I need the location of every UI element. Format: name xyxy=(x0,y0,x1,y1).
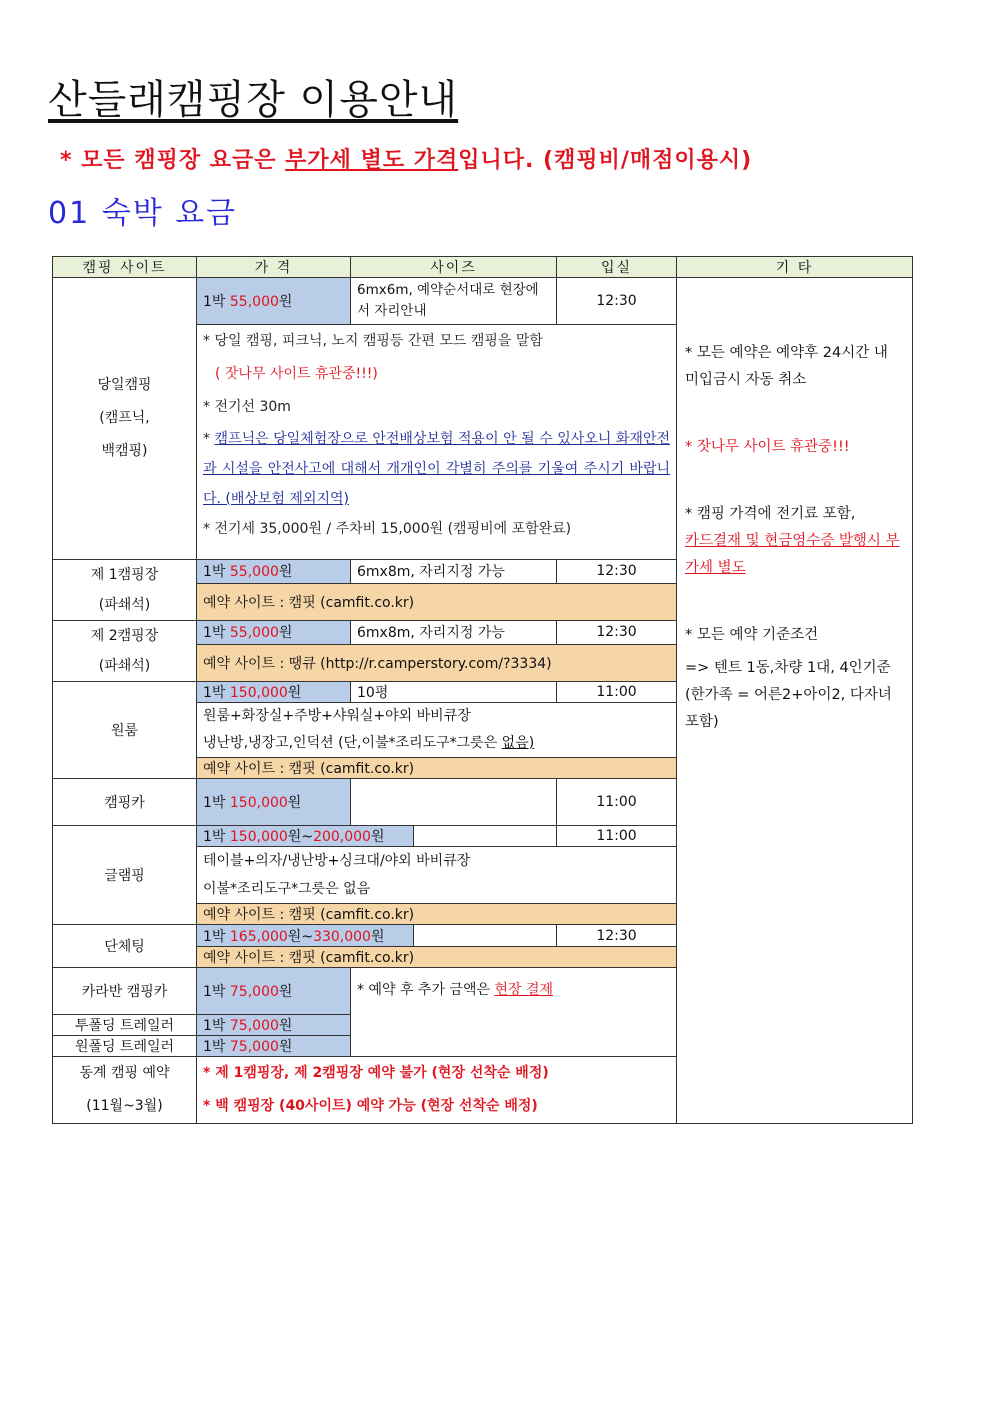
site2-reserve: 예약 사이트 : 땡큐 (http://r.camperstory.com/?3334) xyxy=(197,644,677,681)
site2-name-1: 제 2캠핑장 xyxy=(90,628,159,644)
price-amount: 75,000 xyxy=(229,1018,279,1034)
price-prefix: 1박 xyxy=(203,795,230,811)
site1-reserve: 예약 사이트 : 캠핏 (camfit.co.kr) xyxy=(197,583,677,620)
campingcar-checkin: 11:00 xyxy=(557,779,677,826)
day-note-4-prefix: * xyxy=(203,431,215,447)
etc-note-vat-prefix: * 캠핑 가격에 전기료 포함, xyxy=(685,506,856,522)
price-suffix: 원 xyxy=(278,1039,293,1055)
site2-size: 6mx8m, 자리지정 가능 xyxy=(351,621,557,645)
etc-note-cancel: * 모든 예약은 예약후 24시간 내 미입금시 자동 취소 xyxy=(685,345,888,388)
vat-notice-prefix: * 모든 캠핑장 요금은 xyxy=(60,148,286,173)
price-suffix: 원 xyxy=(287,685,302,701)
day-note-2: ( 잣나무 사이트 휴관중!!!) xyxy=(215,366,378,382)
group-empty xyxy=(414,925,557,946)
oneroom-desc-1: 원룸+화장실+주방+샤워실+야외 바비큐장 xyxy=(203,708,471,724)
price-amount: 55,000 xyxy=(229,294,279,310)
onefolding-price xyxy=(197,1036,351,1057)
price-amount: 150,000 xyxy=(229,685,288,701)
group-name: 단체팅 xyxy=(53,925,197,968)
section-title: 01 숙박 요금 xyxy=(48,196,238,231)
caravan-note-underlined: 현장 결제 xyxy=(494,982,553,998)
caravan-name: 카라반 캠핑카 xyxy=(53,968,197,1015)
site1-name-1: 제 1캠핑장 xyxy=(90,567,159,583)
price-suffix: 원 xyxy=(370,928,385,945)
day-camping-price xyxy=(197,278,351,325)
oneroom-desc-2 xyxy=(203,730,670,757)
price-amount-min: 150,000 xyxy=(229,829,288,845)
price-amount-max: 330,000 xyxy=(313,928,371,945)
price-suffix: 원 xyxy=(278,1018,293,1034)
price-amount: 55,000 xyxy=(229,625,279,642)
table-header-row xyxy=(53,257,913,278)
oneroom-name: 원룸 xyxy=(53,682,197,779)
site2-price xyxy=(197,621,351,645)
day-camping-checkin: 12:30 xyxy=(557,278,677,325)
price-suffix: 원 xyxy=(278,294,293,310)
site2-name-2: (파쇄석) xyxy=(98,658,151,674)
winter-note-1: * 제 1캠핑장, 제 2캠핑장 예약 불가 (현장 선착순 배정) xyxy=(203,1065,549,1081)
site1-name xyxy=(53,560,197,621)
price-mid: 원~ xyxy=(287,928,314,945)
campingcar-size xyxy=(351,779,557,826)
price-prefix: 1박 xyxy=(203,294,230,310)
vat-notice xyxy=(60,143,752,174)
price-amount: 75,000 xyxy=(229,984,279,1000)
day-note-4-text: 캠프닉은 당일체험장으로 안전배상보험 적용이 안 될 수 있사오니 화재안전과 시설을 안전사고에 대해서 개개인이 각별히 주의를 기울여 주시기 바랍니다. (배상보험 제외지역) xyxy=(203,431,670,507)
day-camping-notes xyxy=(197,325,677,560)
price-amount-max: 200,000 xyxy=(313,829,371,845)
group-price-cell xyxy=(197,925,557,947)
day-camping-name-2: (캠프닉, xyxy=(99,410,150,426)
etc-note-vat xyxy=(685,501,906,582)
day-note-4 xyxy=(203,424,670,514)
group-price-inner xyxy=(197,925,556,946)
price-suffix: 원 xyxy=(287,795,302,811)
header-checkin: 입실 xyxy=(557,257,677,278)
price-suffix: 원 xyxy=(278,984,293,1000)
header-site: 캠핑 사이트 xyxy=(53,257,197,278)
glamping-reserve: 예약 사이트 : 캠핏 (camfit.co.kr) xyxy=(197,904,677,925)
winter-name xyxy=(53,1057,197,1124)
price-prefix: 1박 xyxy=(203,1039,230,1055)
glamping-price-cell xyxy=(197,826,557,847)
header-size: 사이즈 xyxy=(351,257,557,278)
oneroom-desc xyxy=(197,703,677,758)
day-camping-size: 6mx6m, 예약순서대로 현장에서 자리안내 xyxy=(351,278,557,325)
site1-checkin: 12:30 xyxy=(557,560,677,584)
oneroom-size: 10평 xyxy=(351,682,557,703)
glamping-checkin: 11:00 xyxy=(557,826,677,847)
day-note-3: * 전기선 30m xyxy=(203,399,291,415)
etc-notes xyxy=(677,278,913,1124)
price-amount-min: 165,000 xyxy=(229,928,288,945)
vat-notice-suffix: 입니다. (캠핑비/매점이용시) xyxy=(458,148,753,173)
glamping-desc-2: 이불*조리도구*그릇은 없음 xyxy=(203,881,371,897)
day-note-1: * 당일 캠핑, 피크닉, 노지 캠핑등 간편 모드 캠핑을 말함 xyxy=(203,333,543,349)
day-camping-name-3: 백캠핑) xyxy=(101,443,148,459)
campingcar-name: 캠핑카 xyxy=(53,779,197,826)
twofolding-price xyxy=(197,1015,351,1036)
page-title: 산들래캠핑장 이용안내 xyxy=(48,77,459,123)
oneroom-desc-2-prefix: 냉난방,냉장고,인덕션 (단,이불*조리도구*그릇은 xyxy=(203,735,502,751)
oneroom-desc-2-underlined: 없음) xyxy=(501,735,535,751)
oneroom-price xyxy=(197,682,351,703)
vat-notice-underlined: 부가세 별도 가격 xyxy=(285,148,459,173)
price-amount: 150,000 xyxy=(229,795,288,811)
oneroom-reserve: 예약 사이트 : 캠핏 (camfit.co.kr) xyxy=(197,758,677,779)
price-prefix: 1박 xyxy=(203,984,230,1000)
site2-checkin: 12:30 xyxy=(557,621,677,645)
group-reserve: 예약 사이트 : 캠핏 (camfit.co.kr) xyxy=(197,947,677,968)
etc-note-closed: * 잣나무 사이트 휴관중!!! xyxy=(685,439,850,455)
onefolding-name: 원폴딩 트레일러 xyxy=(53,1036,197,1057)
price-prefix: 1박 xyxy=(203,685,230,701)
glamping-price xyxy=(197,826,414,846)
price-suffix: 원 xyxy=(278,564,293,581)
price-prefix: 1박 xyxy=(203,928,230,945)
group-checkin: 12:30 xyxy=(557,925,677,947)
header-etc: 기 타 xyxy=(677,257,913,278)
site1-price xyxy=(197,560,351,584)
twofolding-name: 투폴딩 트레일러 xyxy=(53,1015,197,1036)
caravan-note xyxy=(351,968,677,1057)
day-camping-name-1: 당일캠핑 xyxy=(97,377,152,393)
oneroom-checkin: 11:00 xyxy=(557,682,677,703)
caravan-price xyxy=(197,968,351,1015)
glamping-name: 글램핑 xyxy=(53,826,197,925)
price-prefix: 1박 xyxy=(203,1018,230,1034)
header-price: 가 격 xyxy=(197,257,351,278)
price-prefix: 1박 xyxy=(203,829,230,845)
site2-name xyxy=(53,621,197,682)
winter-note-2: * 백 캠핑장 (40사이트) 예약 가능 (현장 선착순 배정) xyxy=(203,1098,538,1114)
etc-note-vat-underlined: 카드결재 및 현금영수증 발행시 부가세 별도 xyxy=(685,533,900,576)
price-mid: 원~ xyxy=(287,829,314,845)
price-amount: 75,000 xyxy=(229,1039,279,1055)
glamping-desc-1: 테이블+의자/냉난방+싱크대/야외 바비큐장 xyxy=(203,853,471,869)
table-row xyxy=(53,278,913,325)
price-amount: 55,000 xyxy=(229,564,279,581)
price-table xyxy=(52,256,913,1124)
glamping-desc xyxy=(197,847,677,904)
group-price xyxy=(197,925,414,946)
price-suffix: 원 xyxy=(278,625,293,642)
day-camping-name xyxy=(53,278,197,560)
glamping-price-inner xyxy=(197,826,556,846)
campingcar-price xyxy=(197,779,351,826)
site1-size: 6mx8m, 자리지정 가능 xyxy=(351,560,557,584)
etc-note-standard: * 모든 예약 기준조건 xyxy=(685,627,819,643)
price-prefix: 1박 xyxy=(203,564,230,581)
winter-name-2: (11월~3월) xyxy=(86,1098,163,1114)
winter-name-1: 동계 캠핑 예약 xyxy=(79,1065,170,1081)
glamping-empty xyxy=(414,826,557,846)
caravan-note-prefix: * 예약 후 추가 금액은 xyxy=(357,982,495,998)
day-note-5: * 전기세 35,000원 / 주차비 15,000원 (캠핑비에 포함완료) xyxy=(203,521,572,537)
price-suffix: 원 xyxy=(370,829,385,845)
site1-name-2: (파쇄석) xyxy=(98,597,151,613)
price-prefix: 1박 xyxy=(203,625,230,642)
etc-note-standard-detail: => 텐트 1동,차량 1대, 4인기준 (한가족 = 어른2+아이2, 다자녀 포함) xyxy=(685,660,892,730)
winter-notes xyxy=(197,1057,677,1124)
